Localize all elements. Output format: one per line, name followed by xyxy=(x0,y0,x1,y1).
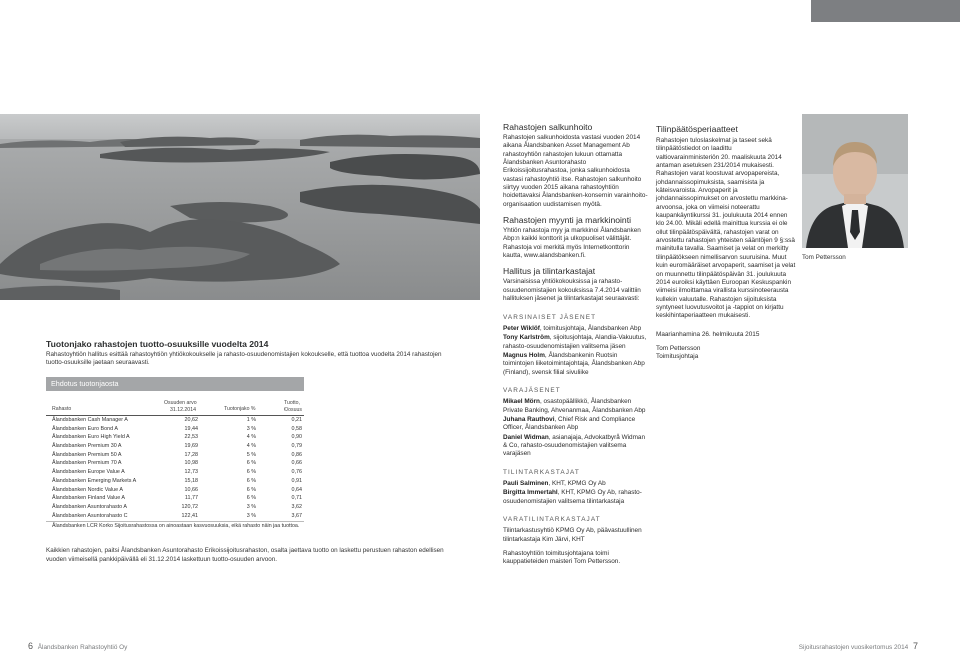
value-cell: 17,28 xyxy=(184,451,198,458)
footer-left-text: Ålandsbanken Rahastoyhtiö Oy xyxy=(37,644,128,651)
page-number-right: 7 xyxy=(912,641,918,651)
member-entry: Tony Karlström, sijoitusjohtaja, Alandia-Vakuutus, rahasto-osuudenomistajien valitsema jäsen xyxy=(503,334,647,350)
distribution-table xyxy=(46,377,304,530)
fund-name-cell: Ålandsbanken Euro High Yield A xyxy=(52,434,130,441)
col-return-line1: Tuotto, xyxy=(284,400,300,406)
share-cell: 4 % xyxy=(246,443,256,450)
return-cell: 0,76 xyxy=(291,469,302,476)
section-title: Tuotonjako rahastojen tuotto-osuuksille vuodelta 2014 xyxy=(46,339,269,349)
share-cell: 6 % xyxy=(246,477,256,484)
signature-date: Maarianhamina 26. helmikuuta 2015 xyxy=(656,330,760,338)
heading-board-auditors: Hallitus ja tilintarkastajat xyxy=(503,266,596,277)
auditor-entry: Pauli Salminen, KHT, KPMG Oy Ab xyxy=(503,480,606,487)
fund-name-cell: Ålandsbanken Premium 70 A xyxy=(52,460,122,467)
share-cell: 4 % xyxy=(246,434,256,441)
value-cell: 19,44 xyxy=(184,425,198,432)
deputy-entry: Juhana Rauthovi, Chief Risk and Compliance Officer, Ålandsbanken Abp xyxy=(503,415,636,432)
return-cell: 0,71 xyxy=(291,495,302,502)
caption-auditors: TILINTARKASTAJAT xyxy=(503,468,580,476)
table-row xyxy=(46,442,304,451)
caption-deputies: VARAJÄSENET xyxy=(503,386,561,394)
return-cell: 0,66 xyxy=(291,460,302,467)
middle-column xyxy=(503,122,649,573)
fund-name-cell: Ålandsbanken Asuntorahasto A xyxy=(52,503,127,510)
col-value-line2: 31.12.2014 xyxy=(170,407,196,413)
return-cell: 0,90 xyxy=(291,434,302,441)
table-row xyxy=(46,459,304,468)
table-body xyxy=(46,416,304,520)
table-row xyxy=(46,503,304,512)
fund-name-cell: Ålandsbanken Europe Value A xyxy=(52,469,125,476)
member-entry: Peter Wiklöf, toimitusjohtaja, Ålandsbanken Abp xyxy=(503,324,642,332)
fund-name-cell: Ålandsbanken Emerging Markets A xyxy=(52,477,137,484)
table-row xyxy=(46,494,304,503)
fund-name-cell: Ålandsbanken Premium 50 A xyxy=(52,451,122,458)
table-row xyxy=(46,477,304,486)
section-intro: Rahastoyhtiön hallitus esittää rahastoyhtiön yhtiökokoukselle ja rahasto-osuudenomistajien kokoukselle, että tuottoa vuodelta 2014 rahastojen tuotto-osuuksille jaetaan seuraavasti. xyxy=(46,351,442,367)
paragraph-board-auditors: Varsinaisissa yhtiökokouksissa ja rahasto-osuudenomistajien kokouksissa 7.4.2014 valittiin hallituksen jäsenet ja tilintarkastajat seuraavasti: xyxy=(503,278,641,303)
archipelago-photo xyxy=(0,114,480,300)
signature-name: Tom Pettersson xyxy=(656,344,701,352)
table-column-headers xyxy=(46,391,304,416)
page-number-left: 6 xyxy=(28,641,34,651)
table-note: Ålandsbanken LCR Korko Sijoitusrahastossa on ainoastaan kasvuosuuksia, eikä rahasto näin jaa tuottoa. xyxy=(46,521,304,530)
member-entry: Magnus Holm, Ålandsbankenin Ruotsin toimintojen liiketoimintajohtaja, Ålandsbanken Abp (Finland), svensk filial sivuliike xyxy=(503,351,645,376)
return-cell: 0,86 xyxy=(291,451,302,458)
fund-name-cell: Ålandsbanken Premium 30 A xyxy=(52,443,122,450)
portrait-photo xyxy=(802,114,908,248)
value-cell: 10,98 xyxy=(184,460,198,467)
corner-tab xyxy=(811,0,960,22)
col-fund: Rahasto xyxy=(52,406,72,412)
value-cell: 22,53 xyxy=(184,434,198,441)
table-row xyxy=(46,416,304,425)
return-cell: 3,67 xyxy=(291,512,302,519)
fund-name-cell: Ålandsbanken Asuntorahasto C xyxy=(52,512,128,519)
right-column xyxy=(656,124,796,362)
return-cell: 0,58 xyxy=(291,425,302,432)
paragraph-sales-marketing: Yhtiön rahastoja myy ja markkinoi Ålandsbanken Abp:n kaikki konttorit ja ulkopuoliset välittäjät. Rahastoja voi merkitä myös Internetkonttorin kautta, www.alandsbanken.fi. xyxy=(503,227,641,260)
value-cell: 15,18 xyxy=(184,477,198,484)
paragraph-portfolio-management: Rahastojen salkunhoidosta vastasi vuoden 2014 aikana Ålandsbanken Asset Management Ab rahastoyhtiön rahastojen lukuun ottamatta Ålandsbanken Asuntorahasto Erikoissijoitusrahastoa, jonka salkunhoidosta vastasi rahastoyhtiö itse. Rahastojen salkunhoito siirtyy vuoden 2015 aikana rahastoyhtiön hoidettavaksi Ålandsbanken-konsernin varainhoito-organisaation uudistamisen myötä. xyxy=(503,134,648,208)
return-cell: 0,64 xyxy=(291,486,302,493)
fund-name-cell: Ålandsbanken Euro Bond A xyxy=(52,425,118,432)
value-cell: 122,41 xyxy=(181,512,198,519)
table-row xyxy=(46,425,304,434)
footer-right-text: Sijoitusrahastojen vuosikertomus 2014 xyxy=(798,644,909,651)
return-cell: 0,79 xyxy=(291,443,302,450)
share-cell: 6 % xyxy=(246,460,256,467)
fund-name-cell: Ålandsbanken Finland Value A xyxy=(52,495,126,502)
paragraph-accounting-principles: Rahastojen tuloslaskelmat ja taseet sekä tilinpäätöstiedot on laadittu valtiovarainministeriön 20. maaliskuuta 2014 antaman asetuksen 231/2014 mukaisesti. Rahastojen varat koostuvat arvopapereista, johdannaissopimuksista, saamisista ja käteisvaroista. Arvopaperit ja johdannaissopimukset on arvostettu markkina-arvoonsa, joka on viimeisi noteerattu kaupankäyntikurssi 31. joulukuuta 2014 ennen klo 24.00. Mikäli edellä mainittua kurssia ei ole ollut tilinpäätöspäivältä, rahastojen varat on arvostettu rahastojen yhteisten sääntöjen 9 §:ssä mainitulla tavalla. Saamiset ja velat on merkitty tilinpäätökseen nimellisarvon suuruisina. Muut kuin euromääräiset arvopaperit, saamiset ja velat on muunnettu tilinpäätöspäivän 31. joulukuuta 2014 euroiksi käyttäen Euroopan Keskuspankin viimeisi ilmoittamaa virallista kurssinoteerausta kullekin valuutalle. Rahastojen sijoituksista syntyneet luovutusvoitot ja -tappiot on kirjattu keskihintaperiaatteen mukaisesti. xyxy=(656,137,796,320)
table-row xyxy=(46,451,304,460)
bottom-paragraph: Kaikkien rahastojen, paitsi Ålandsbanken Asuntorahasto Erikoissijoitusrahaston, osalta jaettava tuotto on laskettu perustuen rahaston edellisen vuoden viimeisellä pankkipäivällä eli 31.12.2014 laskettuun tuotto-osuuden arvoon. xyxy=(46,547,444,563)
value-cell: 20,62 xyxy=(184,417,198,423)
table-row xyxy=(46,433,304,442)
share-cell: 5 % xyxy=(246,451,256,458)
table-row xyxy=(46,486,304,495)
value-cell: 11,77 xyxy=(184,495,198,502)
share-cell: 3 % xyxy=(246,503,256,510)
share-cell: 6 % xyxy=(246,469,256,476)
return-cell: 0,91 xyxy=(291,477,302,484)
value-cell: 120,72 xyxy=(181,503,198,510)
signature-title: Toimitusjohtaja xyxy=(656,353,699,361)
portrait-caption: Tom Pettersson xyxy=(802,254,846,261)
share-cell: 1 % xyxy=(246,417,256,423)
heading-portfolio-management: Rahastojen salkunhoito xyxy=(503,122,593,132)
col-share: Tuotonjako % xyxy=(224,406,256,412)
table-header: Ehdotus tuotonjaosta xyxy=(46,377,304,391)
caption-deputy-auditors: VARATILINTARKASTAJAT xyxy=(503,516,601,524)
table-row xyxy=(46,512,304,521)
caption-members: VARSINAISET JÄSENET xyxy=(503,313,597,321)
share-cell: 6 % xyxy=(246,495,256,502)
deputy-entry: Mikael Mörn, osastopäällikkö, Ålandsbanken Private Banking, Ahvenanmaa, Ålandsbanken Abp xyxy=(503,398,646,414)
value-cell: 19,69 xyxy=(184,443,198,450)
return-cell: 3,62 xyxy=(291,503,302,510)
col-return-line2: €/osuus xyxy=(283,407,302,413)
share-cell: 6 % xyxy=(246,486,256,493)
value-cell: 12,73 xyxy=(184,469,198,476)
heading-sales-marketing: Rahastojen myynti ja markkinointi xyxy=(503,215,632,226)
return-cell: 0,21 xyxy=(291,417,302,423)
fund-name-cell: Ålandsbanken Cash Manager A xyxy=(52,417,128,423)
deputy-entry: Daniel Widman, asianajaja, Advokatbyrå Widman & Co, rahasto-osuudenomistajien valitsema varajäsen xyxy=(503,433,646,458)
heading-accounting-principles: Tilinpäätösperiaatteet xyxy=(656,124,738,134)
deputy-auditor-text: Tilintarkastusyhtiö KPMG Oy Ab, päävastuullinen tilintarkastaja Kim Järvi, KHT xyxy=(503,527,642,543)
share-cell: 3 % xyxy=(246,512,256,519)
table-row xyxy=(46,468,304,477)
auditor-entry: Birgitta Immertahl, KHT, KPMG Oy Ab, rahasto-osuudenomistajien valitsema tilintarkastaja xyxy=(503,489,642,505)
col-value-line1: Osuuden arvo xyxy=(164,400,197,406)
share-cell: 3 % xyxy=(246,425,256,432)
fund-name-cell: Ålandsbanken Nordic Value A xyxy=(52,486,123,493)
ceo-text: Rahastoyhtiön toimitusjohtajana toimi kauppatieteiden maisteri Tom Pettersson. xyxy=(503,550,621,566)
value-cell: 10,66 xyxy=(184,486,198,493)
